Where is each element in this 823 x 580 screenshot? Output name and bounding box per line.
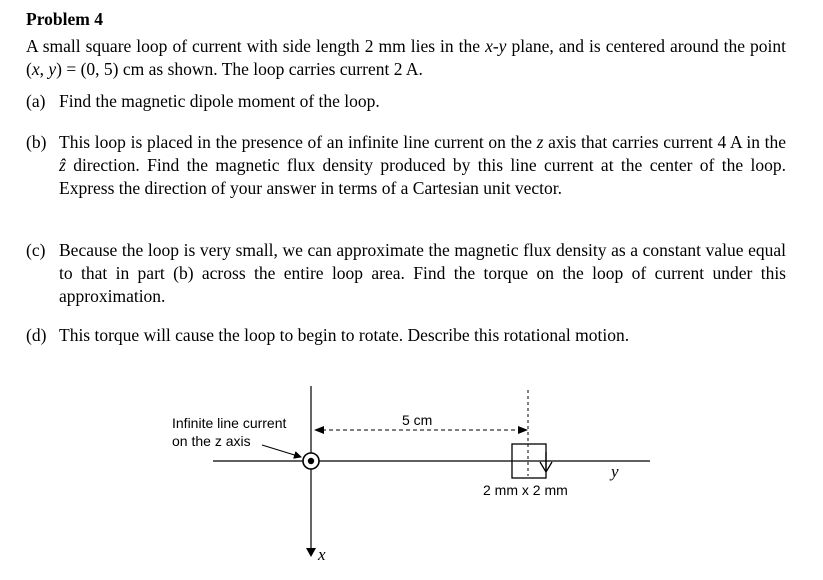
line-current-dot bbox=[308, 458, 314, 464]
problem-title: Problem 4 bbox=[26, 9, 103, 29]
part-a-text: Find the magnetic dipole moment of the loop. bbox=[59, 91, 380, 111]
line-current-label-1: Infinite line current bbox=[172, 415, 287, 431]
part-d-label: (d) bbox=[26, 325, 47, 345]
part-c-text: Because the loop is very small, we can approximate the magnetic flux density as a constant value equal to that in part (b) across the entire loop area. Find the torque on the loop of current under this approximation. bbox=[59, 240, 786, 306]
distance-arrowhead-right bbox=[518, 426, 528, 434]
label-pointer-arrow bbox=[262, 445, 301, 457]
part-b-text: This loop is placed in the presence of an infinite line current on the z axis that carries current 4 A in the ẑ direction. Find the magnetic flux density produced by this line current at the center of the loop. Express the direction of your answer in terms of a Cartesian unit vector. bbox=[59, 132, 787, 198]
part-c-label: (c) bbox=[26, 240, 46, 260]
line-current-label-2: on the z axis bbox=[172, 433, 251, 449]
problem-statement: A small square loop of current with side length 2 mm lies in the x-y plane, and is centered around the point (x, y) = (0, 5) cm as shown. The loop carries current 2 A. bbox=[26, 36, 786, 79]
part-d bbox=[26, 324, 786, 347]
distance-label: 5 cm bbox=[402, 412, 433, 428]
part-b bbox=[26, 131, 786, 200]
y-axis-label: y bbox=[611, 462, 619, 481]
loop-size-label: 2 mm x 2 mm bbox=[483, 482, 568, 498]
figure-diagram bbox=[0, 370, 823, 580]
x-axis-arrowhead bbox=[306, 548, 316, 557]
part-b-label: (b) bbox=[26, 132, 47, 152]
x-axis-label: x bbox=[318, 545, 326, 564]
part-a bbox=[26, 90, 786, 113]
part-d-text: This torque will cause the loop to begin to rotate. Describe this rotational motion. bbox=[59, 325, 630, 345]
distance-arrowhead-left bbox=[314, 426, 324, 434]
part-c bbox=[26, 239, 786, 308]
part-a-label: (a) bbox=[26, 91, 46, 111]
